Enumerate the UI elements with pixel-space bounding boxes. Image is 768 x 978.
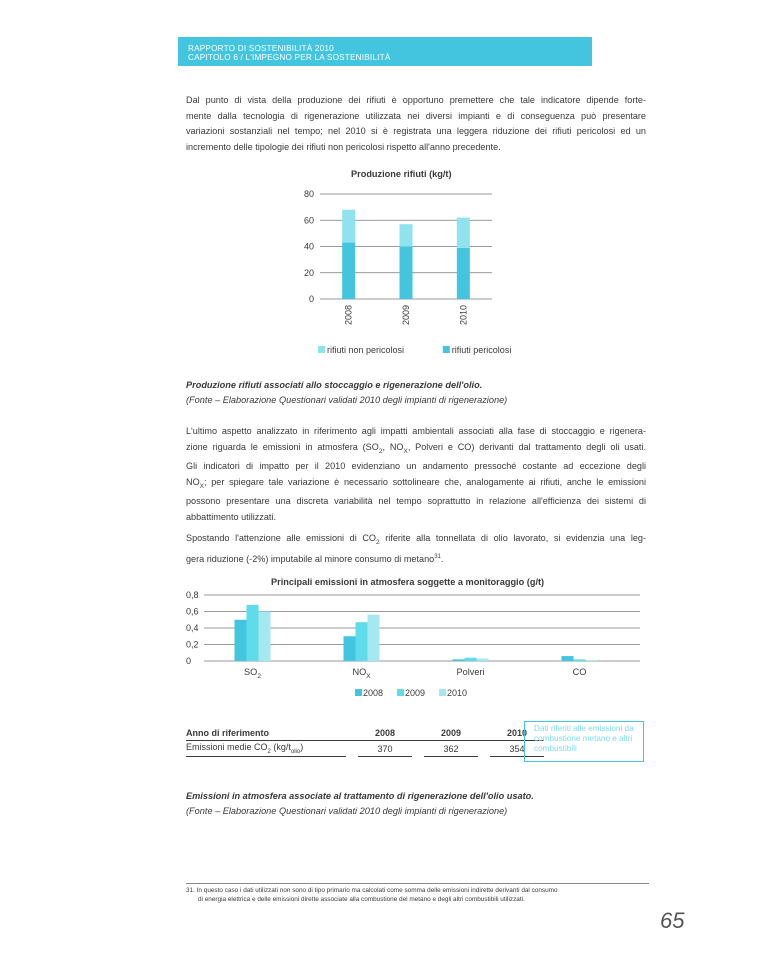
bar-rifiuti-non-pericolosi-2008 — [342, 210, 355, 243]
legend-label: 2009 — [405, 688, 426, 698]
legend-swatch — [355, 689, 362, 696]
footnote-line-2: di energia elettrica e delle emissioni dirette associate alla combustione del metano e degli altri combustibili utilizzati. — [198, 895, 525, 903]
bar-rifiuti-non-pericolosi-2009 — [400, 224, 413, 246]
intro-line: variazioni sostanziali nel tempo; nel 2010 si è registrata una leggera riduzione dei rifiuti pericolosi ed un — [186, 126, 646, 137]
bar-2008-NOX — [344, 636, 356, 661]
y-tick-label: 0 — [308, 294, 314, 304]
table-cell-2009: 362 — [424, 741, 478, 757]
y-tick-label: 0,2 — [186, 639, 199, 650]
x-tick-label: 2010 — [458, 305, 469, 326]
emissions-line: zione riguarda le emissioni in atmosfera ($SO_2$, $NO_X$, Polveri e CO) derivanti dal trattamento degli oli usati. — [186, 441, 646, 455]
y-tick-label: 0,4 — [186, 623, 199, 633]
footnote — [186, 887, 656, 904]
bar-2009-NOX — [356, 622, 368, 661]
bar-rifiuti-pericolosi-2008 — [342, 243, 355, 299]
chapter-title: CAPITOLO 6 / L'IMPEGNO PER LA SOSTENIBILITÀ — [188, 53, 391, 62]
y-tick-label: 0,6 — [186, 606, 199, 617]
table-header-label: Anno di riferimento — [186, 727, 269, 738]
emissions-line: Gli indicatori di impatto per il 2010 evidenziano un andamento pressoché costante ad eccezione degli — [186, 461, 646, 471]
bar-2009-CO — [574, 659, 586, 661]
bar-2010-SO2 — [259, 612, 271, 662]
bar-2008-SO2 — [235, 620, 247, 661]
table-cell-2010: 354 — [490, 741, 544, 757]
x-tick-label: $NO_X$ — [352, 667, 371, 680]
x-tick-label: 2008 — [343, 305, 354, 326]
legend-label: rifiuti pericolosi — [451, 345, 512, 355]
chart1-caption-source: (Fonte – Elaborazione Questionari validati 2010 degli impianti di rigenerazione) — [186, 395, 508, 405]
bar-2009-SO2 — [247, 605, 259, 661]
co2-paragraph — [186, 531, 646, 568]
page-number: 65 — [660, 908, 685, 933]
intro-paragraph — [186, 93, 646, 155]
bar-rifiuti-pericolosi-2010 — [457, 248, 470, 299]
running-header — [188, 44, 390, 62]
emissions-line: abbattimento utilizzati. — [186, 511, 276, 522]
emissions-line: L'ultimo aspetto analizzato in riferimento agli impatti ambientali associati alla fase di stoccaggio e rigenera- — [186, 426, 646, 436]
waste-production-chart — [280, 180, 540, 370]
emissions-paragraph — [186, 424, 646, 525]
bar-rifiuti-non-pericolosi-2010 — [457, 218, 470, 248]
y-tick-label: 0,8 — [186, 590, 199, 600]
bar-2010-CO — [586, 660, 598, 661]
chart1-caption — [186, 378, 507, 408]
intro-line: incremento delle tipologie dei rifiuti non pericolosi rispetto all'anno precedente. — [186, 141, 501, 152]
table-row — [186, 741, 544, 757]
chart1-title: Produzione rifiuti (kg/t) — [351, 169, 452, 179]
y-tick-label: 80 — [303, 189, 314, 199]
chart1-caption-title: Produzione rifiuti associati allo stoccaggio e rigenerazione dell'olio. — [186, 380, 483, 390]
legend-swatch — [439, 689, 446, 696]
table-cell-2008: 370 — [358, 741, 412, 757]
x-tick-label: Polveri — [456, 667, 485, 677]
legend-label: 2008 — [363, 688, 384, 698]
table-header-row — [186, 725, 544, 741]
co2-line: Spostando l'attenzione alle emissioni di $CO_2$ riferite alla tonnellata di olio lavorato, si evidenzia una leg- — [186, 533, 646, 546]
bar-2008-Polveri — [453, 659, 465, 661]
chart2-caption-source: (Fonte – Elaborazione Questionari validati 2010 degli impianti di rigenerazione) — [186, 806, 508, 816]
footnote-line-1: 31. In questo caso i dati utilizzati non sono di tipo primario ma calcolati come somma delle emissioni indirette derivanti dal consumo — [186, 887, 558, 894]
y-tick-label: 40 — [303, 241, 314, 252]
chart2-caption — [186, 789, 534, 819]
report-title: RAPPORTO DI SOSTENIBILITÀ 2010 — [188, 44, 334, 53]
footnote-divider — [186, 883, 649, 884]
emissions-chart — [170, 588, 650, 713]
bar-2010-NOX — [368, 615, 380, 661]
emissions-line: possono presentare una discreta variabilità nel tempo soprattutto in relazione all'efficienza dei sistemi di — [186, 496, 646, 506]
intro-line: mente dalla tecnologia di rigenerazione utilizzata nei diversi impianti e di conseguenza può presentare — [186, 110, 646, 121]
table-header-2010: 2010 — [490, 725, 544, 741]
chart2-title: Principali emissioni in atmosfera soggette a monitoraggio (g/t) — [271, 577, 545, 587]
chart2-caption-title: Emissioni in atmosfera associate al trattamento di rigenerazione dell'olio usato. — [186, 791, 534, 801]
bar-2008-CO — [562, 656, 574, 661]
y-tick-label: 20 — [303, 267, 314, 278]
table-row-label: Emissioni medie $CO_2$ $(kg/t_{olio})$ — [186, 741, 346, 757]
bar-rifiuti-pericolosi-2009 — [400, 247, 413, 300]
table-header-2009: 2009 — [424, 725, 478, 741]
legend-swatch — [318, 346, 325, 353]
co2-line: gera riduzione (-2%) imputabile al minore consumo di metano$^{31}$. — [186, 554, 444, 565]
legend-label: 2010 — [447, 688, 468, 698]
y-tick-label: 0 — [186, 656, 192, 666]
intro-line: Dal punto di vista della produzione dei rifiuti è opportuno premettere che tale indicatore dipende forte- — [186, 95, 646, 105]
y-tick-label: 60 — [303, 215, 314, 226]
legend-swatch — [397, 689, 404, 696]
x-tick-label: $SO_2$ — [244, 667, 261, 680]
legend-label: rifiuti non pericolosi — [327, 345, 405, 355]
emissions-line: $NO_X$; per spiegare tale variazione è necessario sottolineare che, analogamente ai rifiuti, anche le emissioni — [186, 476, 646, 490]
co2-emissions-table — [186, 725, 544, 757]
bar-2010-Polveri — [477, 659, 489, 661]
bar-2009-Polveri — [465, 658, 477, 661]
legend-swatch — [443, 346, 450, 353]
data-note-box: Dati riferiti alle emissioni da combustione metano e altri combustibili — [524, 721, 644, 762]
x-tick-label: CO — [572, 667, 587, 677]
table-header-2008: 2008 — [358, 725, 412, 741]
x-tick-label: 2009 — [401, 305, 411, 326]
